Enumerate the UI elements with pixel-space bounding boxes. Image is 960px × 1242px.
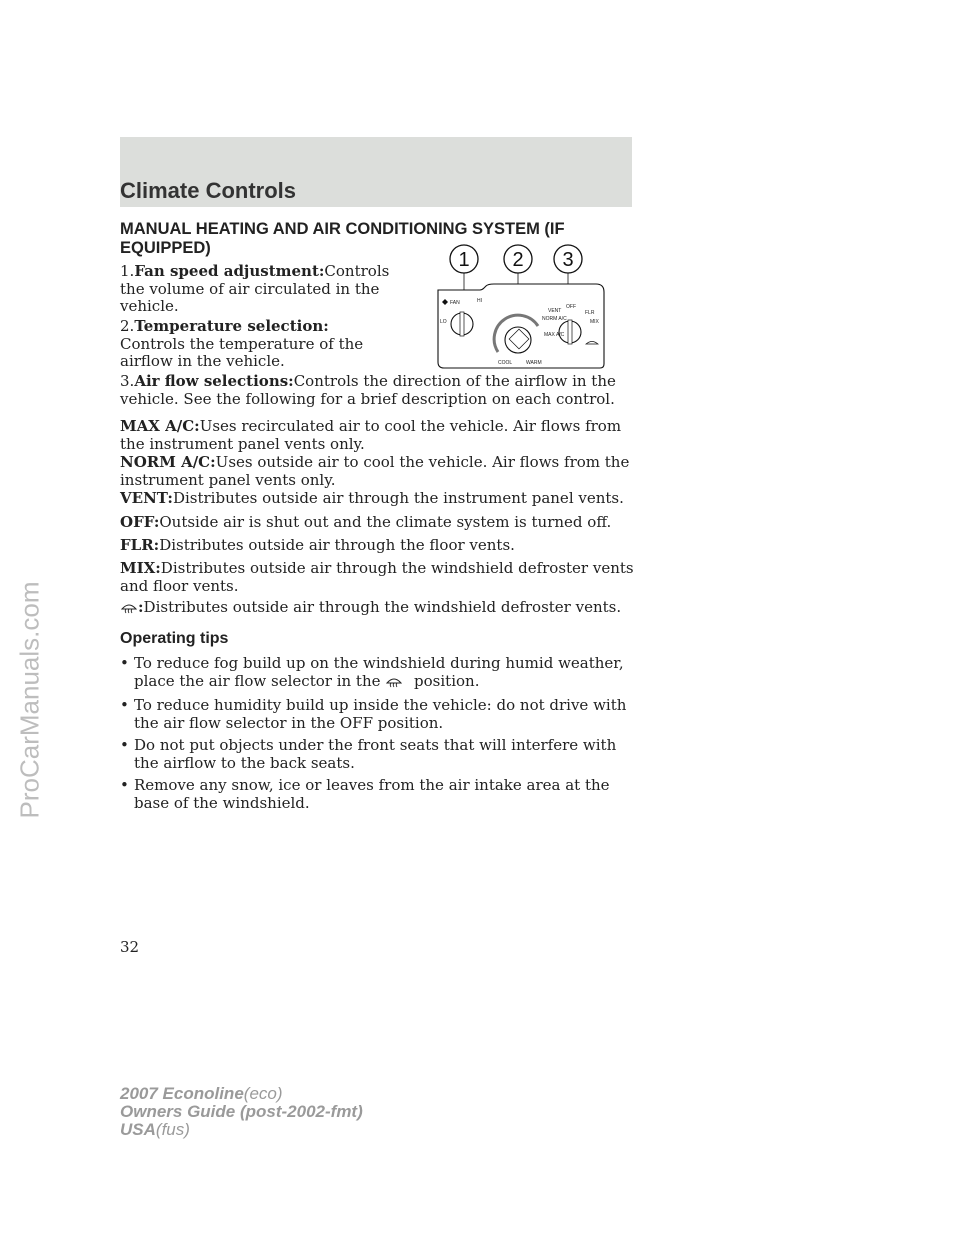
mode-desc: Distributes outside air through the instrument panel vents.	[172, 489, 624, 507]
defrost-icon	[120, 600, 138, 614]
mode-flr	[120, 537, 640, 555]
section-title: MANUAL HEATING AND AIR CONDITIONING SYSTEM (IF EQUIPPED)	[120, 220, 565, 257]
mode-max-ac	[120, 418, 640, 453]
tip-text: Do not put objects under the front seats that will interfere with the airflow to the back seats.	[134, 736, 617, 772]
mode-off	[120, 514, 640, 532]
mode-term: FLR:	[120, 536, 160, 554]
bullet-dot: •	[120, 696, 129, 714]
svg-text:2: 2	[512, 249, 524, 271]
svg-text:OFF: OFF	[566, 304, 576, 310]
item-desc: Controls the direction of the airflow in the vehicle. See the following for a brief description on each control.	[120, 372, 616, 408]
footer	[120, 1085, 363, 1139]
item-number: 2.	[120, 317, 135, 335]
svg-text:FLR: FLR	[585, 310, 595, 316]
svg-text:1: 1	[458, 249, 470, 271]
tip-text: position.	[414, 671, 480, 690]
mode-mix	[120, 560, 640, 595]
mode-term: MAX A/C:	[120, 417, 200, 435]
svg-text:COOL: COOL	[498, 360, 513, 366]
footer-model: 2007 Econoline	[120, 1084, 244, 1103]
mode-term: NORM A/C:	[120, 453, 216, 471]
tip-text: To reduce fog build up on the windshield during humid weather, place the air flow selector in the	[134, 654, 624, 690]
svg-text:LO: LO	[440, 319, 447, 325]
mode-desc: Outside air is shut out and the climate system is turned off.	[159, 513, 612, 531]
operating-tips-title: Operating tips	[120, 630, 229, 647]
bullet-dot: •	[120, 654, 129, 672]
svg-text:HI: HI	[477, 298, 482, 304]
header-title: Climate Controls	[120, 178, 297, 203]
mode-desc: Uses outside air to cool the vehicle. Air flows from the instrument panel vents only.	[120, 453, 630, 489]
page-number: 32	[120, 938, 140, 956]
tip-item	[120, 777, 640, 812]
item-fan-speed	[120, 263, 390, 316]
item-term: Fan speed adjustment:	[134, 262, 325, 280]
mode-term: :	[138, 598, 144, 616]
mode-term: VENT:	[120, 489, 173, 507]
svg-text:MAX A/C: MAX A/C	[544, 332, 565, 338]
svg-text:VENT: VENT	[548, 308, 562, 314]
footer-model-code: (eco)	[243, 1084, 283, 1103]
mode-defrost	[120, 599, 640, 617]
mode-term: OFF:	[120, 513, 160, 531]
tip-item	[120, 655, 640, 690]
climate-control-diagram	[420, 240, 610, 370]
tip-item	[120, 697, 640, 732]
mode-term: MIX:	[120, 559, 161, 577]
tip-text: Remove any snow, ice or leaves from the air intake area at the base of the windshield.	[134, 776, 610, 812]
mode-vent	[120, 490, 640, 508]
mode-desc: Distributes outside air through the windshield defroster vents.	[143, 598, 622, 616]
item-desc: Controls the volume of air circulated in the vehicle.	[120, 262, 390, 315]
bullet-dot: •	[120, 776, 129, 794]
bullet-dot: •	[120, 736, 129, 754]
svg-text:WARM: WARM	[526, 360, 542, 366]
watermark	[0, 0, 60, 1242]
svg-text:3: 3	[562, 249, 574, 271]
item-number: 1.	[120, 262, 135, 280]
tip-text: To reduce humidity build up inside the vehicle: do not drive with the air flow selector in the OFF position.	[134, 696, 627, 732]
mode-desc: Distributes outside air through the floor vents.	[159, 536, 515, 554]
item-desc: Controls the temperature of the airflow in the vehicle.	[120, 334, 364, 370]
item-term: Air flow selections:	[134, 372, 294, 390]
footer-market: USA	[120, 1120, 156, 1139]
item-air-flow	[120, 373, 640, 408]
mode-desc: Uses recirculated air to cool the vehicle. Air flows from the instrument panel vents only.	[120, 417, 622, 453]
footer-market-code: (fus)	[155, 1120, 190, 1139]
item-number: 3.	[120, 372, 135, 390]
svg-text:MIX: MIX	[590, 319, 599, 325]
footer-guide: Owners Guide (post-2002-fmt)	[120, 1102, 363, 1121]
mode-norm-ac	[120, 454, 640, 489]
svg-text:NORM A/C: NORM A/C	[542, 316, 567, 322]
item-term: Temperature selection:	[134, 317, 329, 335]
watermark-text: ProCarManuals.com	[14, 581, 45, 819]
mode-desc: Distributes outside air through the windshield defroster vents and floor vents.	[120, 559, 634, 595]
defrost-icon	[385, 674, 403, 688]
item-temperature	[120, 318, 390, 371]
tip-item	[120, 737, 640, 772]
svg-text:FAN: FAN	[450, 300, 460, 306]
